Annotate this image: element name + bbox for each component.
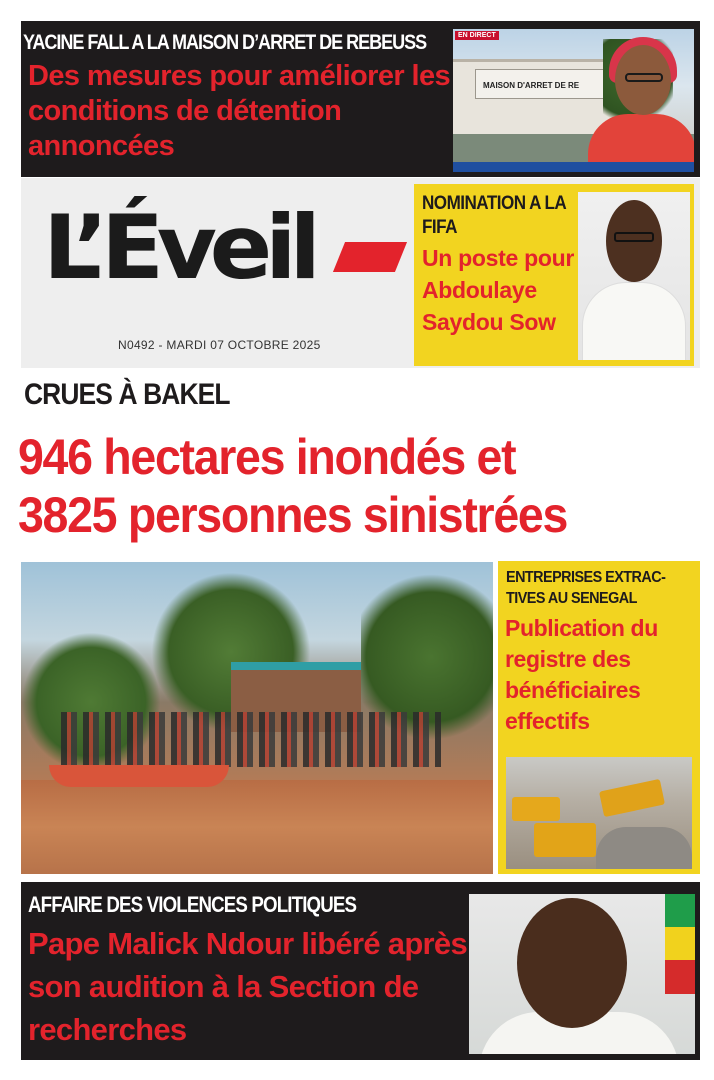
fifa-kicker: NOMINATION A LA FIFA	[422, 193, 566, 238]
dump-truck	[534, 823, 596, 857]
tv-ticker-bar	[453, 162, 694, 172]
top-banner-headline: Des mesures pour améliorer les conditions de détention annoncées	[28, 60, 451, 162]
portrait-head	[517, 898, 627, 1028]
lead-headline-line-2: 3825 personnes sinistrées	[18, 487, 568, 543]
prison-sign-text: MAISON D'ARRET DE RE	[483, 81, 580, 90]
logo-red-stripe	[333, 242, 407, 272]
excavator	[599, 779, 665, 817]
masthead	[21, 178, 700, 368]
top-banner-photo	[453, 29, 694, 172]
bottom-banner-portrait	[469, 894, 695, 1054]
issue-date-line: N0492 - MARDI 07 OCTOBRE 2025	[118, 338, 321, 352]
white-robe	[582, 282, 686, 360]
extractive-kicker: ENTREPRISES EXTRAC-TIVES AU SENEGAL	[506, 569, 666, 607]
lead-headline-line-1: 946 hectares inondés et	[18, 429, 516, 485]
extractive-teaser-box[interactable]	[498, 561, 700, 874]
extractive-headline: Publication du registre des bénéficiaires effectifs	[505, 615, 658, 734]
flood-photo	[21, 562, 493, 874]
lead-headline[interactable]	[18, 428, 641, 544]
flag	[665, 894, 695, 994]
live-badge: EN DIRECT	[455, 31, 499, 40]
crowd	[61, 712, 441, 767]
glasses-icon	[614, 232, 654, 242]
bottom-news-banner[interactable]	[21, 882, 700, 1060]
fifa-teaser-box[interactable]	[414, 184, 694, 366]
lead-kicker: CRUES À BAKEL	[24, 378, 230, 411]
dump-truck	[512, 797, 560, 821]
logo-wordmark: L’Éveil	[43, 196, 314, 299]
rescue-boat	[49, 765, 229, 787]
mining-photo	[506, 757, 692, 869]
top-banner-kicker: YACINE FALL A LA MAISON D’ARRET DE REBEUSS	[23, 31, 427, 54]
glasses-icon	[625, 73, 663, 82]
newspaper-logo[interactable]	[21, 178, 414, 328]
rock-pile	[596, 827, 692, 869]
flood-water	[21, 780, 493, 874]
top-news-banner[interactable]	[21, 21, 700, 177]
bottom-banner-headline: Pape Malick Ndour libéré après son audition à la Section de recherches	[28, 926, 468, 1047]
fifa-portrait-photo	[578, 192, 690, 360]
fifa-headline: Un poste pour Abdoulaye Saydou Sow	[422, 245, 574, 335]
bottom-banner-kicker: AFFAIRE DES VIOLENCES POLITIQUES	[28, 892, 357, 917]
